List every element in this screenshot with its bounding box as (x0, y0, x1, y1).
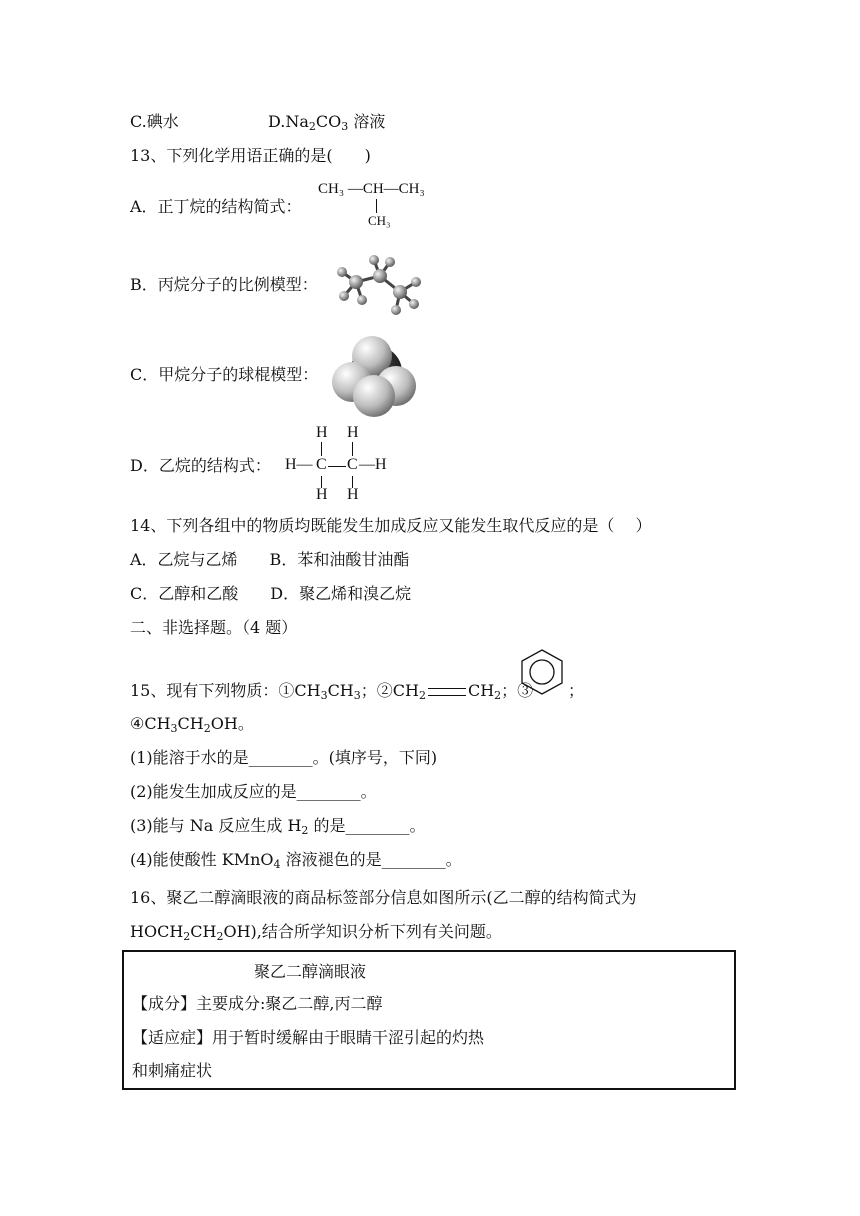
bond (352, 442, 353, 456)
q15-sub1: (1)能溶于水的是________。(填序号，下同) (130, 748, 438, 767)
q15-stem-line2: $④CH_3CH_2OH$。 (130, 714, 254, 735)
q15-sub3: (3)能与 Na 反应生成 $H_2$ 的是________。 (130, 816, 426, 837)
double-bond (428, 688, 466, 696)
q13-stem: 13、下列化学用语正确的是( ) (130, 146, 371, 165)
label-indication-line1: 【适应症】用于暂时缓解由于眼睛干涩引起的灼热 (132, 1028, 485, 1047)
label-indication-line2: 和刺痛症状 (132, 1061, 213, 1080)
q13-option-c: C．甲烷分子的球棍模型： (130, 365, 319, 384)
q13-option-a: A．正丁烷的结构简式： (130, 197, 302, 216)
ethane-h-top-2: H (347, 424, 359, 441)
q14-options-cd: C．乙醇和乙酸 D．聚乙烯和溴乙烷 (130, 584, 412, 603)
ethane-right: —H (359, 456, 387, 473)
section-heading: 二、非选择题。（4 题） (130, 618, 298, 637)
q13-option-b: B．丙烷分子的比例模型： (130, 275, 318, 294)
label-title: 聚乙二醇滴眼液 (254, 962, 367, 981)
ethane-h-bottom-1: H (316, 486, 328, 503)
branch-bond (376, 199, 377, 213)
q15-sub2: (2)能发生加成反应的是________。 (130, 782, 377, 801)
q14-stem: 14、下列各组中的物质均既能发生加成反应又能发生取代反应的是（ ） (130, 516, 652, 535)
ethane-h-top-1: H (316, 424, 328, 441)
q14-options-ab: A．乙烷与乙烯 B．苯和油酸甘油酯 (130, 550, 410, 569)
q13-option-d: D．乙烷的结构式： (130, 456, 271, 475)
ethane-left: H— (285, 456, 313, 473)
bond (328, 466, 346, 467)
ethane-c1: C (316, 456, 327, 473)
butane-formula-main: CH₃ —CH—CH₃ (318, 181, 425, 197)
q12-option-d: $D.Na_2CO_3$ 溶液 (268, 112, 386, 133)
q16-stem-line2: $HOCH_2CH_2OH$),结合所学知识分析下列有关问题。 (130, 922, 502, 943)
ethane-h-bottom-2: H (347, 486, 359, 503)
q15-stem: 15、现有下列物质：$①CH_3CH_3$；$②CH_2$ $CH_2$；③ (130, 681, 534, 702)
bond (321, 442, 322, 456)
benzene-ring-image (518, 646, 566, 698)
methane-model-image (330, 330, 420, 420)
butane-formula-branch: CH₃ (368, 213, 391, 228)
ethane-c2: C (347, 456, 358, 473)
q16-stem-line1: 16、聚乙二醇滴眼液的商品标签部分信息如图所示(乙二醇的结构简式为 (130, 888, 637, 907)
q15-stem-tail: ； (568, 681, 585, 700)
product-label-box (122, 950, 736, 1090)
propane-model-image (334, 252, 424, 318)
q15-sub4: (4)能使酸性 KMnO$_4$ 溶液褪色的是________。 (130, 850, 462, 871)
label-ingredients: 【成分】主要成分:聚乙二醇,丙二醇 (132, 994, 383, 1013)
q12-option-c: C.碘水 (130, 112, 179, 131)
